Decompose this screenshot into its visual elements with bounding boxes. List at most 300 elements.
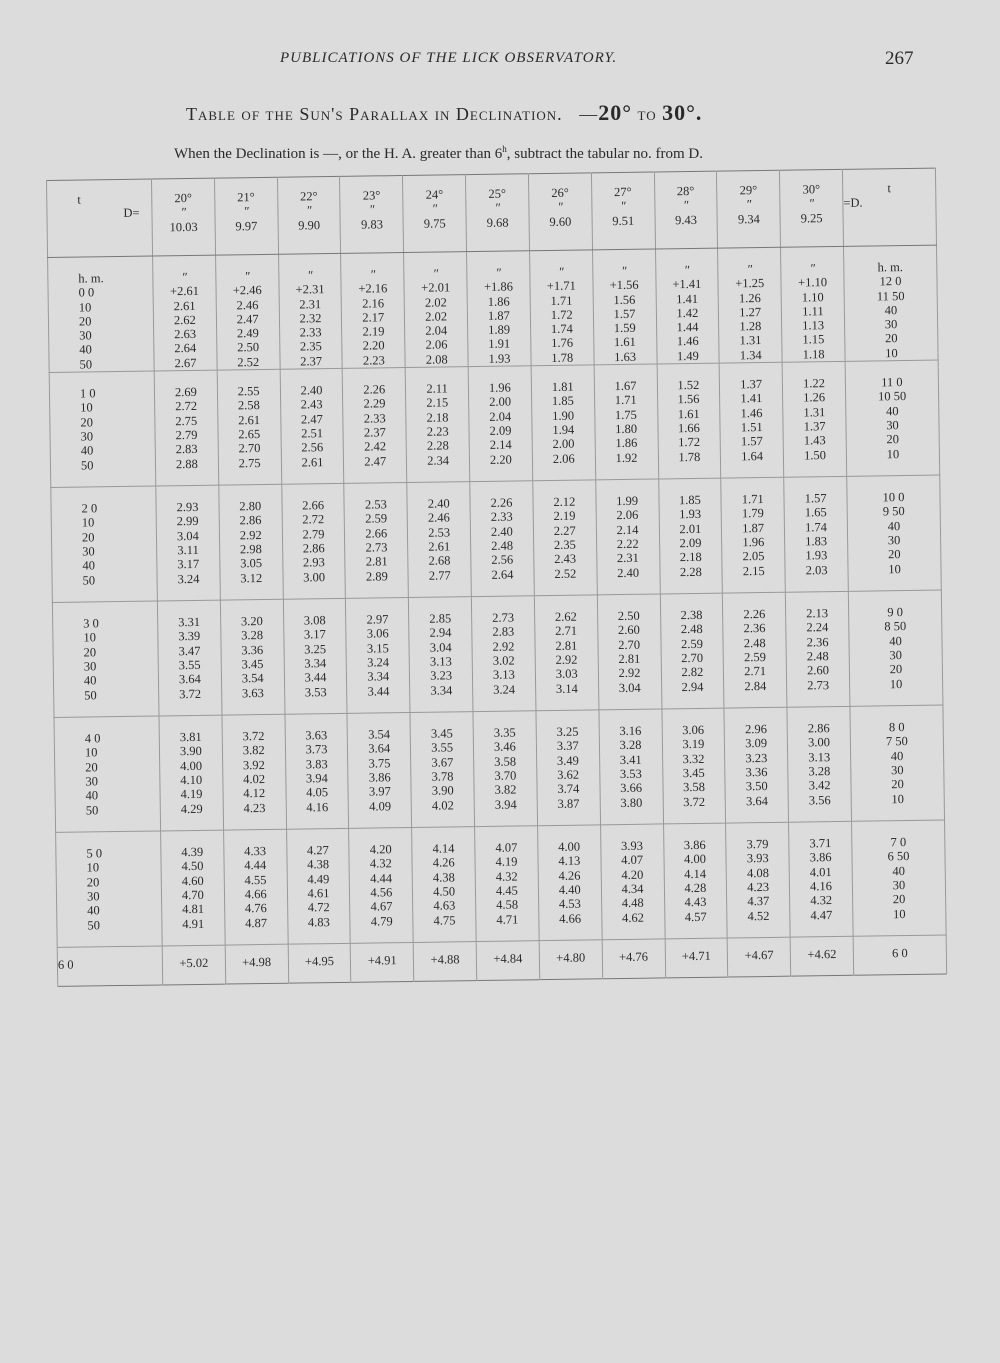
parallax-value: 1.96 — [488, 380, 511, 395]
header-ditto: ″ — [683, 198, 689, 213]
time-label: 50 — [85, 802, 99, 818]
parallax-value: 2.86 — [302, 541, 325, 556]
header-col-0 — [151, 178, 215, 256]
parallax-value: 1.71 — [741, 492, 764, 507]
parallax-value: 4.38 — [307, 857, 330, 872]
parallax-value: 3.82 — [242, 743, 265, 758]
parallax-value: 2.15 — [742, 563, 765, 578]
parallax-value: 3.35 — [493, 725, 516, 740]
time-label-right: 10 0 — [882, 490, 905, 505]
parallax-value: 2.31 — [299, 296, 322, 312]
parallax-value: 3.32 — [682, 751, 705, 766]
value-cell — [157, 600, 221, 716]
parallax-value: 1.51 — [740, 419, 763, 435]
parallax-value: 1.99 — [616, 493, 639, 509]
parallax-value: 1.34 — [739, 347, 762, 363]
time-label: 20 — [81, 530, 95, 545]
parallax-value: 1.61 — [613, 335, 636, 350]
parallax-value: 3.55 — [178, 657, 201, 673]
parallax-value: 2.89 — [365, 568, 388, 584]
parallax-value: 4.05 — [306, 785, 329, 800]
time-label-right: 20 — [884, 331, 898, 346]
parallax-value: 3.74 — [557, 781, 580, 797]
parallax-value: 2.13 — [806, 606, 829, 621]
block-t-right — [845, 360, 940, 476]
time-label: 30 — [83, 659, 97, 674]
parallax-value: 4.45 — [495, 883, 518, 898]
parallax-value: 3.25 — [304, 641, 327, 657]
time-label-right: 9 50 — [882, 504, 905, 519]
time-label: 50 — [82, 572, 96, 588]
parallax-value: 1.67 — [614, 378, 637, 394]
time-label: 20 — [86, 874, 100, 890]
parallax-value: 4.00 — [683, 852, 706, 867]
parallax-value: 2.71 — [555, 624, 578, 639]
time-label-right: 10 — [891, 791, 905, 806]
value-cell — [223, 829, 287, 945]
parallax-value: 4.10 — [180, 772, 203, 788]
parallax-value: 2.61 — [238, 412, 261, 428]
parallax-value: 2.66 — [302, 498, 325, 513]
parallax-value: 1.13 — [802, 318, 825, 333]
parallax-value: 2.52 — [237, 354, 260, 370]
parallax-value: 1.57 — [740, 434, 763, 449]
parallax-value: 1.65 — [804, 505, 827, 520]
parallax-value: 3.71 — [809, 836, 832, 851]
header-d-value: 9.90 — [298, 217, 321, 233]
parallax-value: 3.83 — [305, 756, 328, 772]
final-t-left: 6 0 — [57, 946, 163, 987]
value-cell — [789, 821, 853, 937]
time-label-right: 10 — [885, 345, 898, 361]
final-value: +4.98 — [225, 944, 288, 984]
parallax-value: 2.34 — [427, 452, 450, 468]
final-t-right: 6 0 — [853, 935, 947, 976]
time-label-right: 30 — [889, 648, 903, 663]
parallax-value: 2.70 — [618, 637, 641, 652]
parallax-value: 3.44 — [304, 670, 327, 685]
value-cell — [347, 713, 411, 829]
parallax-value: 3.58 — [682, 780, 705, 795]
seconds-ditto: ″ — [495, 265, 502, 280]
parallax-value: 2.04 — [489, 409, 512, 424]
time-label-right: 20 — [889, 662, 903, 677]
parallax-value: 4.48 — [621, 895, 644, 911]
parallax-value: 4.32 — [495, 869, 518, 884]
parallax-value: 4.44 — [244, 858, 267, 873]
value-cell — [536, 710, 600, 826]
parallax-value: 3.17 — [177, 557, 200, 572]
parallax-value: 2.72 — [302, 512, 325, 527]
value-cell — [278, 253, 342, 369]
block-t-left — [56, 831, 163, 947]
value-cell — [597, 594, 661, 710]
parallax-value: 2.85 — [429, 611, 452, 626]
title-range-from: 20° — [598, 100, 632, 125]
time-label: 50 — [79, 357, 93, 372]
parallax-value: 2.40 — [490, 524, 513, 539]
value-cell — [341, 253, 405, 369]
block-t-left — [51, 486, 158, 602]
header-col-5 — [466, 174, 530, 252]
header-d-value: 9.60 — [549, 214, 572, 229]
time-label: 30 — [82, 544, 95, 559]
parallax-value: 1.46 — [740, 405, 763, 420]
time-label-right: 11 50 — [876, 288, 905, 304]
header-d-value: 9.68 — [486, 215, 509, 230]
parallax-value: 4.61 — [307, 886, 330, 901]
time-label: 10 — [83, 630, 96, 645]
parallax-value: 2.28 — [679, 564, 702, 579]
value-cell — [537, 825, 601, 941]
parallax-value: 2.68 — [428, 553, 451, 568]
title-prefix: Table of the Sun's Parallax in Declination. — [186, 104, 563, 124]
parallax-value: 2.18 — [679, 550, 702, 565]
parallax-value: 3.09 — [745, 736, 768, 751]
time-label: 20 — [80, 415, 93, 430]
parallax-value: 1.71 — [550, 293, 573, 308]
parallax-value: 1.22 — [802, 376, 826, 391]
parallax-value: 2.63 — [174, 327, 197, 342]
value-cell — [346, 598, 410, 714]
parallax-value: 1.79 — [741, 506, 764, 521]
value-cell — [592, 249, 656, 365]
parallax-value: 3.45 — [241, 656, 264, 672]
parallax-value: 4.71 — [496, 912, 519, 927]
seconds-ditto: ″ — [684, 263, 690, 278]
parallax-value: 3.03 — [555, 666, 578, 682]
parallax-value: 4.57 — [684, 909, 707, 924]
value-cell — [655, 248, 719, 364]
parallax-value: 2.49 — [236, 326, 259, 341]
parallax-value: 3.70 — [494, 768, 517, 783]
parallax-value: 4.16 — [809, 879, 833, 894]
header-col-8 — [654, 171, 718, 249]
parallax-value: 2.17 — [362, 310, 385, 325]
value-cell — [657, 363, 721, 479]
block-t-right — [850, 705, 945, 821]
parallax-value: 2.48 — [680, 622, 703, 637]
parallax-value: 2.64 — [174, 341, 197, 356]
parallax-value: 1.66 — [677, 420, 700, 436]
parallax-value: 3.47 — [178, 643, 201, 658]
header-degree: 20° — [174, 190, 193, 206]
header-degree: 29° — [739, 183, 758, 198]
parallax-value: 4.00 — [180, 758, 203, 773]
parallax-value: 2.23 — [426, 424, 449, 439]
parallax-value: 2.33 — [363, 410, 386, 426]
header-d-value: 9.75 — [423, 216, 446, 231]
parallax-value: 1.86 — [487, 294, 510, 309]
parallax-value: +1.56 — [609, 278, 639, 293]
value-cell — [599, 709, 663, 825]
time-label-right: 7 0 — [890, 835, 907, 850]
header-degree: 24° — [425, 187, 444, 202]
parallax-value: 2.19 — [553, 509, 576, 524]
header-degree: 30° — [802, 182, 821, 197]
parallax-value: 3.34 — [367, 669, 390, 684]
parallax-value: 2.14 — [489, 437, 512, 453]
header-d-value: 9.51 — [612, 213, 635, 228]
parallax-value: 1.10 — [801, 289, 824, 305]
parallax-value: 2.47 — [300, 411, 323, 427]
parallax-value: 3.67 — [431, 755, 454, 770]
parallax-value: 3.54 — [241, 671, 264, 686]
parallax-value: 3.45 — [682, 765, 705, 781]
parallax-value: 2.22 — [616, 536, 639, 552]
parallax-value: 2.46 — [427, 510, 450, 526]
time-label: 50 — [80, 457, 94, 473]
parallax-value: 2.09 — [679, 535, 702, 551]
parallax-value: 3.00 — [303, 569, 326, 585]
parallax-value: 3.92 — [242, 757, 265, 772]
parallax-value: 2.14 — [616, 522, 639, 537]
parallax-value: 2.70 — [238, 441, 261, 456]
parallax-value: 4.37 — [747, 894, 770, 909]
time-label: 4 0 — [84, 731, 101, 746]
parallax-value: 2.35 — [553, 537, 576, 552]
parallax-value: +2.46 — [232, 283, 262, 298]
parallax-value: 1.76 — [551, 336, 574, 351]
parallax-value: 3.06 — [682, 722, 705, 738]
time-label-right: 20 — [887, 547, 901, 562]
parallax-value: 3.00 — [807, 735, 831, 750]
parallax-value: 2.37 — [363, 425, 386, 440]
parallax-value: 1.74 — [550, 321, 573, 337]
parallax-value: 4.55 — [244, 872, 267, 887]
parallax-value: 2.48 — [491, 538, 514, 553]
parallax-value: 2.01 — [679, 521, 702, 536]
parallax-value: 4.83 — [307, 914, 330, 929]
parallax-value: 2.59 — [743, 649, 766, 665]
parallax-value: 3.11 — [177, 542, 199, 558]
time-label-right: 12 0 — [879, 274, 902, 289]
header-col-6 — [528, 173, 592, 251]
time-label: 40 — [82, 558, 95, 573]
value-cell — [533, 480, 597, 596]
seconds-ditto: ″ — [809, 261, 816, 276]
header-t-left — [47, 179, 153, 257]
parallax-value: 2.59 — [680, 636, 703, 651]
parallax-value: 4.76 — [244, 901, 267, 916]
parallax-value: 3.53 — [304, 684, 327, 699]
parallax-value: 4.75 — [433, 912, 456, 928]
parallax-table — [46, 168, 947, 988]
parallax-value: 1.15 — [802, 332, 825, 347]
parallax-value: 4.62 — [621, 910, 644, 925]
final-value: +4.67 — [727, 937, 790, 977]
value-cell — [412, 827, 476, 943]
parallax-value: +1.41 — [672, 277, 702, 292]
parallax-value: 1.41 — [740, 391, 763, 406]
parallax-value: 4.32 — [369, 856, 392, 871]
final-value: +4.62 — [790, 936, 853, 976]
parallax-value: 4.33 — [244, 844, 267, 859]
final-value: +5.02 — [162, 945, 225, 985]
parallax-value: 1.50 — [803, 447, 827, 463]
block-row — [52, 590, 943, 717]
parallax-value: 1.63 — [614, 349, 637, 364]
parallax-value: 2.83 — [492, 624, 515, 640]
value-cell — [343, 368, 407, 484]
parallax-value: 2.62 — [173, 312, 196, 328]
block-t-right — [847, 475, 942, 591]
time-label-right: 11 0 — [881, 375, 903, 390]
parallax-value: 1.26 — [803, 390, 826, 405]
final-value: +4.71 — [665, 938, 728, 978]
value-cell — [410, 712, 474, 828]
time-label-right: 20 — [892, 892, 906, 907]
time-label-right: 8 0 — [888, 720, 905, 735]
parallax-value: 1.87 — [742, 520, 765, 535]
parallax-value: 4.23 — [243, 800, 266, 815]
parallax-value: +1.25 — [735, 276, 765, 291]
parallax-value: 2.18 — [426, 410, 449, 425]
parallax-value: 2.08 — [425, 352, 448, 367]
parallax-value: 2.27 — [553, 523, 576, 538]
parallax-value: 4.50 — [181, 859, 204, 874]
parallax-value: 2.24 — [806, 620, 829, 635]
value-cell — [600, 824, 664, 940]
parallax-value: 1.93 — [805, 548, 828, 563]
header-degree: 21° — [237, 190, 255, 205]
block-row — [54, 705, 945, 832]
parallax-value: 3.94 — [494, 797, 517, 812]
parallax-value: +1.86 — [483, 279, 514, 295]
running-head: PUBLICATIONS OF THE LICK OBSERVATORY. — [280, 50, 618, 66]
value-cell — [782, 361, 846, 477]
parallax-value: 1.59 — [613, 320, 636, 336]
parallax-value: 2.83 — [175, 442, 198, 457]
parallax-value: 4.39 — [181, 844, 204, 860]
time-label: 40 — [85, 788, 99, 803]
table-title — [186, 100, 886, 126]
seconds-ditto: ″ — [621, 263, 627, 278]
parallax-value: 1.93 — [488, 351, 511, 366]
header-d-label: D= — [123, 205, 140, 221]
time-label: 30 — [80, 429, 94, 444]
parallax-value: 1.93 — [679, 507, 702, 522]
time-label-right: 10 50 — [877, 389, 907, 404]
time-label: 50 — [87, 917, 101, 933]
parallax-value: 1.43 — [803, 433, 826, 448]
parallax-value: 3.28 — [241, 628, 264, 643]
header-d-suffix: =D. — [843, 195, 863, 211]
parallax-value: 2.03 — [805, 562, 828, 577]
value-cell — [781, 246, 845, 362]
time-label: 2 0 — [81, 501, 98, 516]
parallax-value: 3.28 — [619, 738, 642, 753]
parallax-value: 1.78 — [551, 350, 574, 365]
parallax-value: 3.13 — [492, 667, 515, 683]
parallax-value: 4.87 — [245, 915, 268, 930]
parallax-value: 2.50 — [617, 608, 640, 624]
block-t-left — [52, 601, 159, 717]
parallax-value: 1.57 — [804, 491, 827, 506]
value-cell — [404, 252, 468, 368]
value-cell — [787, 706, 851, 822]
header-d-label-line — [77, 206, 151, 221]
final-value: +4.95 — [288, 943, 351, 983]
parallax-value: 2.79 — [302, 526, 325, 542]
parallax-value: 3.19 — [682, 737, 705, 752]
block-t-left — [54, 716, 161, 832]
parallax-value: 2.59 — [365, 511, 388, 526]
value-cell — [660, 593, 724, 709]
parallax-value: +1.10 — [798, 275, 828, 290]
parallax-value: 2.88 — [175, 456, 198, 471]
value-cell — [161, 830, 225, 946]
seconds-ditto: ″ — [181, 270, 187, 285]
header-ditto: ″ — [808, 196, 815, 211]
parallax-value: 4.34 — [621, 881, 644, 897]
time-label-right: 30 — [887, 533, 901, 548]
parallax-value: 2.06 — [552, 451, 575, 466]
value-cell — [718, 247, 782, 363]
parallax-value: 4.14 — [684, 866, 707, 881]
parallax-value: 3.31 — [178, 614, 201, 630]
time-label: 20 — [83, 645, 97, 660]
parallax-value: 2.61 — [301, 454, 324, 470]
time-label: 30 — [85, 774, 98, 789]
parallax-value: 2.64 — [491, 567, 514, 582]
parallax-value: 2.19 — [362, 324, 385, 339]
value-cell — [153, 255, 217, 371]
parallax-value: 2.84 — [744, 678, 767, 693]
parallax-value: 2.94 — [429, 625, 452, 641]
parallax-value: 3.46 — [493, 739, 516, 755]
parallax-value: 4.09 — [369, 798, 392, 814]
parallax-value: 2.06 — [616, 508, 639, 523]
value-cell — [405, 367, 469, 483]
parallax-value: 1.42 — [676, 305, 699, 321]
header-d-value: 9.43 — [674, 212, 698, 227]
value-cell — [473, 711, 537, 827]
parallax-value: 4.12 — [243, 786, 266, 801]
parallax-value: 1.89 — [488, 322, 511, 338]
parallax-value: 1.46 — [676, 334, 699, 349]
parallax-value: 1.87 — [487, 308, 510, 323]
parallax-value: 3.93 — [746, 851, 769, 866]
parallax-value: 3.41 — [619, 752, 642, 767]
time-label: 1 0 — [79, 386, 96, 401]
parallax-value: 1.27 — [739, 304, 762, 320]
parallax-value: 2.92 — [492, 639, 515, 654]
parallax-value: +2.16 — [358, 281, 388, 296]
value-cell — [349, 828, 413, 944]
parallax-value: 2.06 — [425, 337, 448, 353]
parallax-value: 1.56 — [613, 292, 636, 307]
parallax-value: 1.83 — [805, 534, 828, 549]
value-cell — [784, 476, 848, 592]
value-cell — [663, 823, 727, 939]
parallax-value: 4.58 — [496, 897, 519, 913]
value-cell — [283, 598, 347, 714]
parallax-value: 2.11 — [426, 381, 448, 396]
parallax-value: 4.81 — [182, 902, 205, 917]
header-t-right — [842, 168, 936, 246]
parallax-value: 1.41 — [676, 291, 699, 306]
parallax-value: 1.91 — [488, 337, 511, 352]
parallax-value: 4.43 — [684, 895, 707, 910]
parallax-value: 3.64 — [745, 793, 768, 808]
parallax-value: 1.31 — [739, 333, 762, 348]
final-value: +4.80 — [539, 940, 602, 980]
parallax-value: 4.20 — [369, 842, 392, 857]
time-label-right: 40 — [885, 403, 899, 418]
parallax-value: 4.07 — [495, 840, 518, 855]
parallax-value: 2.94 — [681, 679, 704, 694]
